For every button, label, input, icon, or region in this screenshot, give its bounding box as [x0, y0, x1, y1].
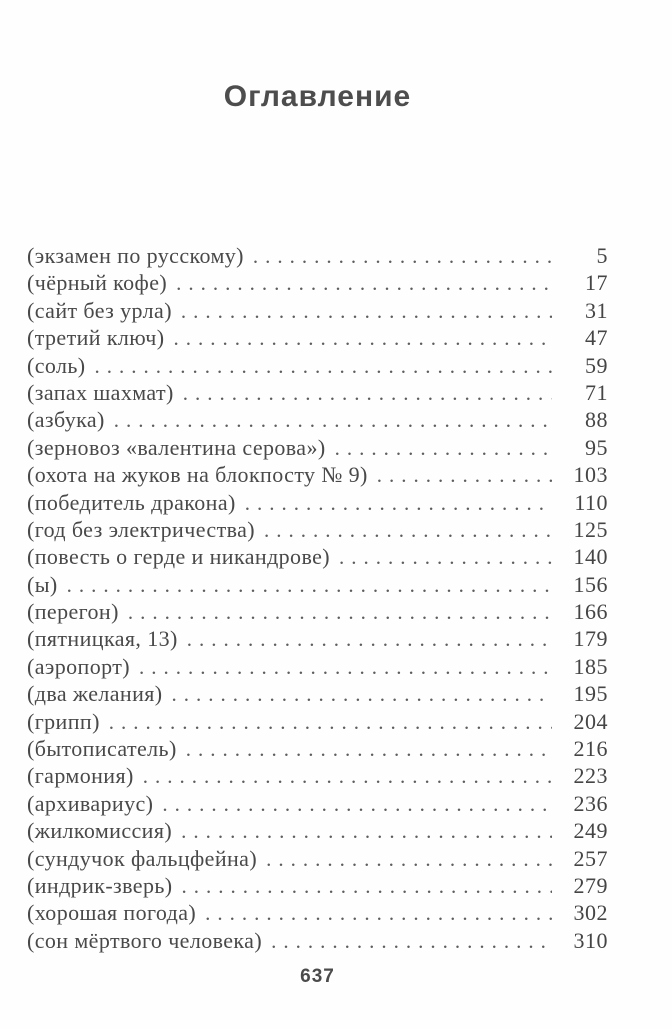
dot-leader — [172, 681, 553, 708]
toc-entry-row — [27, 489, 608, 516]
dot-leader — [183, 380, 552, 407]
toc-entry-title: (индрик-зверь) — [27, 872, 173, 898]
toc-entry-title: (азбука) — [27, 407, 105, 433]
dot-leader — [128, 599, 552, 626]
folio-page-number: 637 — [300, 966, 335, 987]
toc-entry-title: (повесть о герде и никандрове) — [27, 544, 331, 570]
dot-leader — [181, 818, 552, 845]
toc-entry-row — [27, 708, 608, 735]
dot-leader — [139, 654, 552, 681]
toc-entry-title: (аэропорт) — [27, 653, 130, 679]
toc-entry-row — [27, 352, 608, 379]
dot-leader — [176, 270, 552, 297]
dot-leader — [67, 572, 552, 599]
toc-entry-title: (победитель дракона) — [27, 489, 236, 515]
toc-entry-page-number: 88 — [585, 407, 608, 433]
dot-leader — [253, 243, 552, 270]
toc-entry-title: (запах шахмат) — [27, 379, 174, 405]
toc-entry-row — [27, 899, 608, 926]
toc-entry-title: (ы) — [27, 571, 58, 597]
toc-entry-page-number: 17 — [585, 270, 608, 296]
toc-entry-row — [27, 735, 608, 762]
toc-entry-page-number: 59 — [585, 352, 608, 378]
toc-entry-page-number: 223 — [573, 763, 608, 789]
dot-leader — [95, 353, 552, 380]
dot-leader — [377, 462, 552, 489]
toc-entry-page-number: 125 — [573, 516, 608, 542]
toc-entry-row — [27, 680, 608, 707]
toc-entry-page-number: 140 — [573, 544, 608, 570]
toc-entry-page-number: 302 — [573, 900, 608, 926]
toc-entry-title: (гармония) — [27, 763, 134, 789]
toc-entry-row — [27, 406, 608, 433]
toc-entry-page-number: 310 — [573, 927, 608, 953]
dot-leader — [264, 517, 552, 544]
dot-leader — [205, 900, 552, 927]
toc-entry-row — [27, 379, 608, 406]
toc-entry-row — [27, 434, 608, 461]
toc-list — [27, 242, 608, 954]
toc-entry-title: (чёрный кофе) — [27, 270, 168, 296]
toc-entry-title: (соль) — [27, 352, 86, 378]
toc-entry-row — [27, 845, 608, 872]
toc-entry-title: (зерновоз «валентина серова») — [27, 434, 326, 460]
toc-entry-page-number: 257 — [573, 845, 608, 871]
dot-leader — [187, 626, 552, 653]
toc-entry-title: (экзамен по русскому) — [27, 243, 244, 268]
toc-entry-page-number: 185 — [573, 653, 608, 679]
dot-leader — [181, 298, 552, 325]
toc-entry-row — [27, 817, 608, 844]
toc-entry-title: (бытописатель) — [27, 736, 177, 762]
toc-entry-page-number: 103 — [573, 462, 608, 488]
dot-leader — [245, 490, 552, 517]
toc-entry-row — [27, 872, 608, 899]
toc-entry-row — [27, 297, 608, 324]
toc-entry-row — [27, 516, 608, 543]
dot-leader — [162, 791, 552, 818]
toc-entry-row — [27, 762, 608, 789]
toc-entry-page-number: 204 — [573, 708, 608, 734]
toc-entry-page-number: 249 — [573, 818, 608, 844]
toc-entry-page-number: 236 — [573, 790, 608, 816]
toc-entry-page-number: 195 — [573, 681, 608, 707]
toc-entry-title: (сон мёртвого человека) — [27, 927, 263, 953]
toc-entry-title: (пятницкая, 13) — [27, 626, 178, 652]
toc-entry-page-number: 156 — [573, 571, 608, 597]
toc-entry-row — [27, 242, 608, 269]
toc-entry-title: (перегон) — [27, 599, 119, 625]
dot-leader — [114, 407, 552, 434]
toc-entry-row — [27, 571, 608, 598]
dot-leader — [186, 736, 552, 763]
toc-entry-row — [27, 269, 608, 296]
dot-leader — [182, 873, 552, 900]
toc-entry-row — [27, 653, 608, 680]
dot-leader — [174, 325, 553, 352]
toc-entry-title: (жилкомиссия) — [27, 818, 173, 844]
toc-entry-title: (третий ключ) — [27, 325, 165, 351]
toc-entry-row — [27, 790, 608, 817]
toc-entry-page-number: 95 — [585, 434, 608, 460]
toc-entry-row — [27, 461, 608, 488]
toc-entry-title: (два желания) — [27, 681, 163, 707]
toc-entry-page-number: 166 — [573, 599, 608, 625]
toc-entry-page-number: 47 — [585, 325, 608, 351]
dot-leader — [339, 544, 552, 571]
toc-entry-title: (грипп) — [27, 708, 100, 734]
toc-entry-title: (сайт без урла) — [27, 297, 172, 323]
toc-entry-page-number: 216 — [573, 736, 608, 762]
dot-leader — [335, 435, 552, 462]
toc-entry-row — [27, 543, 608, 570]
dot-leader — [109, 709, 552, 736]
dot-leader — [266, 846, 552, 873]
toc-entry-row — [27, 625, 608, 652]
toc-entry-page-number: 71 — [585, 379, 608, 405]
toc-entry-page-number: 110 — [574, 489, 608, 515]
toc-entry-row — [27, 598, 608, 625]
dot-leader — [271, 928, 552, 955]
page-title: Оглавление — [223, 80, 412, 113]
toc-entry-title: (хорошая погода) — [27, 900, 197, 926]
toc-entry-title: (архивариус) — [27, 790, 154, 816]
toc-entry-page-number: 279 — [573, 872, 608, 898]
toc-entry-row — [27, 927, 608, 954]
toc-entry-row — [27, 324, 608, 351]
toc-entry-title: (охота на жуков на блокпосту № 9) — [27, 462, 368, 488]
toc-entry-title: (сундучок фальцфейна) — [27, 845, 258, 871]
toc-entry-page-number: 5 — [596, 243, 608, 268]
toc-entry-page-number: 179 — [573, 626, 608, 652]
toc-entry-title: (год без электричества) — [27, 516, 255, 542]
toc-entry-page-number: 31 — [585, 297, 608, 323]
dot-leader — [143, 763, 552, 790]
